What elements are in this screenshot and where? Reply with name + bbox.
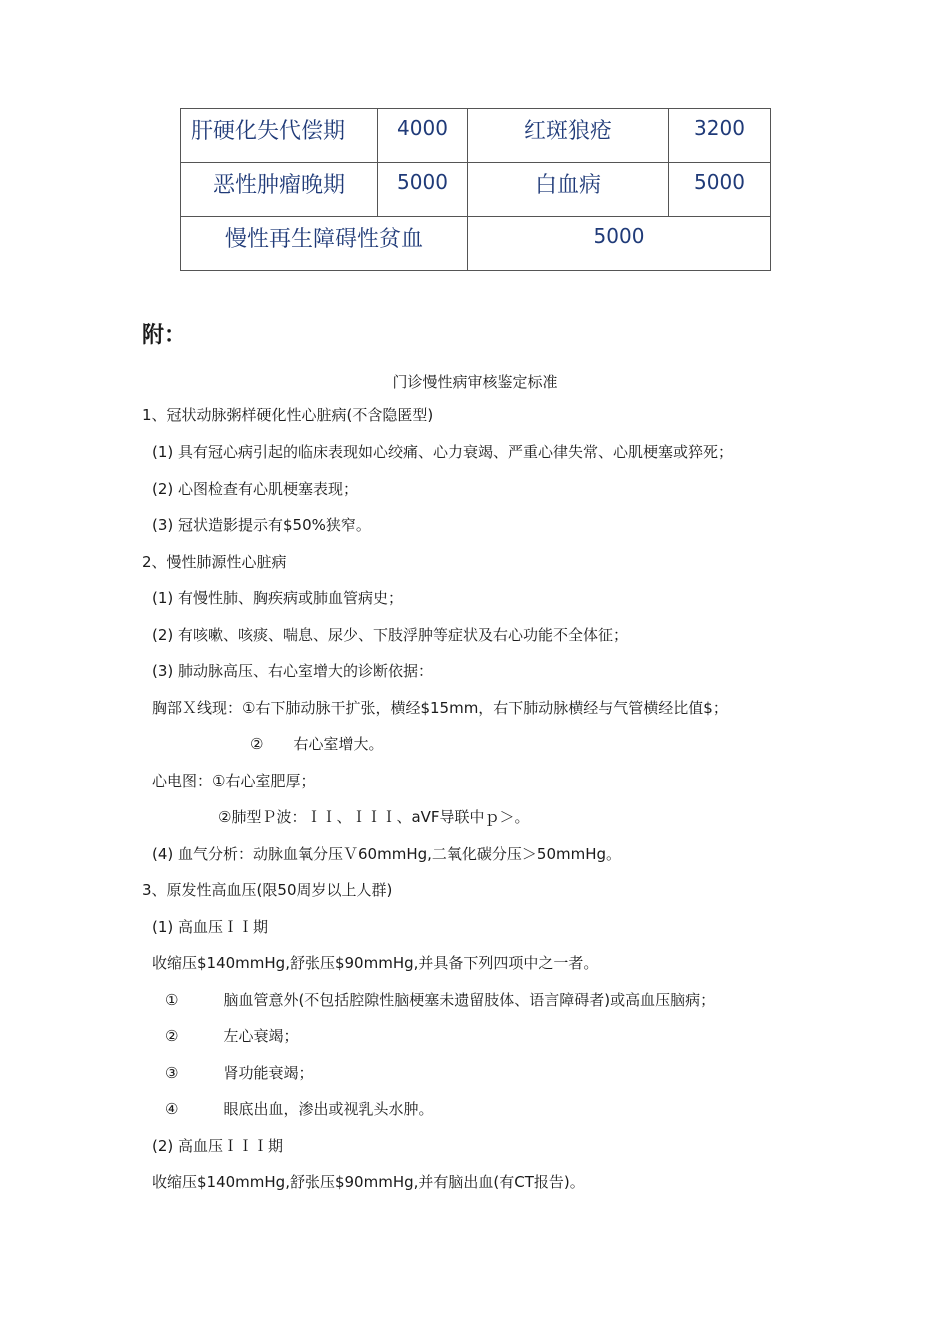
list-item: ③ 肾功能衰竭； [165,1064,314,1082]
heading-coronary: 1、冠状动脉粥样硬化性心脏病(不含隐匿型) [142,406,434,424]
list-item: (1) 有慢性肺、胸疾病或肺血管病史； [152,589,404,607]
list-item: ④ 眼底出血，渗出或视乳头水肿。 [165,1100,434,1118]
list-item: (1) 高血压ＩＩ期 [152,918,269,936]
table-cell: 4000 [378,109,468,163]
list-item: 胸部Ｘ线现：①右下肺动脉干扩张，横经$15mm，右下肺动脉横经与气管横经比值$； [152,699,728,717]
appendix-label: 附： [142,323,187,348]
table-cell: 慢性再生障碍性贫血 [181,217,468,271]
table-cell: 5000 [669,163,771,217]
list-item: ②肺型Ｐ波：ＩＩ、ＩＩＩ、aVF导联中ｐ＞。 [218,808,530,826]
list-item: (2) 有咳嗽、咳痰、喘息、尿少、下肢浮肿等症状及右心功能不全体征； [152,626,629,644]
table-row [181,109,771,163]
list-item: (4) 血气分析：动脉血氧分压Ｖ60mmHg,二氧化碳分压＞50mmHg。 [152,845,622,863]
disease-amount-table [180,108,771,271]
table-cell: 5000 [378,163,468,217]
section-title: 门诊慢性病审核鉴定标准 [392,373,558,391]
list-item: (1) 具有冠心病引起的临床表现如心绞痛、心力衰竭、严重心律失常、心肌梗塞或猝死； [152,443,734,461]
table-cell: 红斑狼疮 [468,109,669,163]
table-cell: 5000 [468,217,771,271]
list-item: ② 左心衰竭； [165,1027,299,1045]
list-item: 收缩压$140mmHg,舒张压$90mmHg,并有脑出血(有CT报告)。 [152,1173,585,1191]
list-item: 收缩压$140mmHg,舒张压$90mmHg,并具备下列四项中之一者。 [152,954,599,972]
list-item: (3) 冠状造影提示有$50%狭窄。 [152,516,371,534]
table-row [181,217,771,271]
list-item: ① 脑血管意外(不包括腔隙性脑梗塞未遗留肢体、语言障碍者)或高血压脑病； [165,991,716,1009]
table-cell: 肝硬化失代偿期 [181,109,378,163]
table-cell: 3200 [669,109,771,163]
table-cell: 恶性肿瘤晚期 [181,163,378,217]
table-row [181,163,771,217]
list-item: (3) 肺动脉高压、右心室增大的诊断依据： [152,662,434,680]
list-item: (2) 高血压ＩＩＩ期 [152,1137,284,1155]
list-item: ② 右心室增大。 [250,735,384,753]
table-cell: 白血病 [468,163,669,217]
list-item: 心电图：①右心室肥厚； [152,772,316,790]
heading-hypertension: 3、原发性高血压(限50周岁以上人群) [142,881,393,899]
heading-pulmonary-heart: 2、慢性肺源性心脏病 [142,553,287,571]
list-item: (2) 心图检查有心肌梗塞表现； [152,480,359,498]
